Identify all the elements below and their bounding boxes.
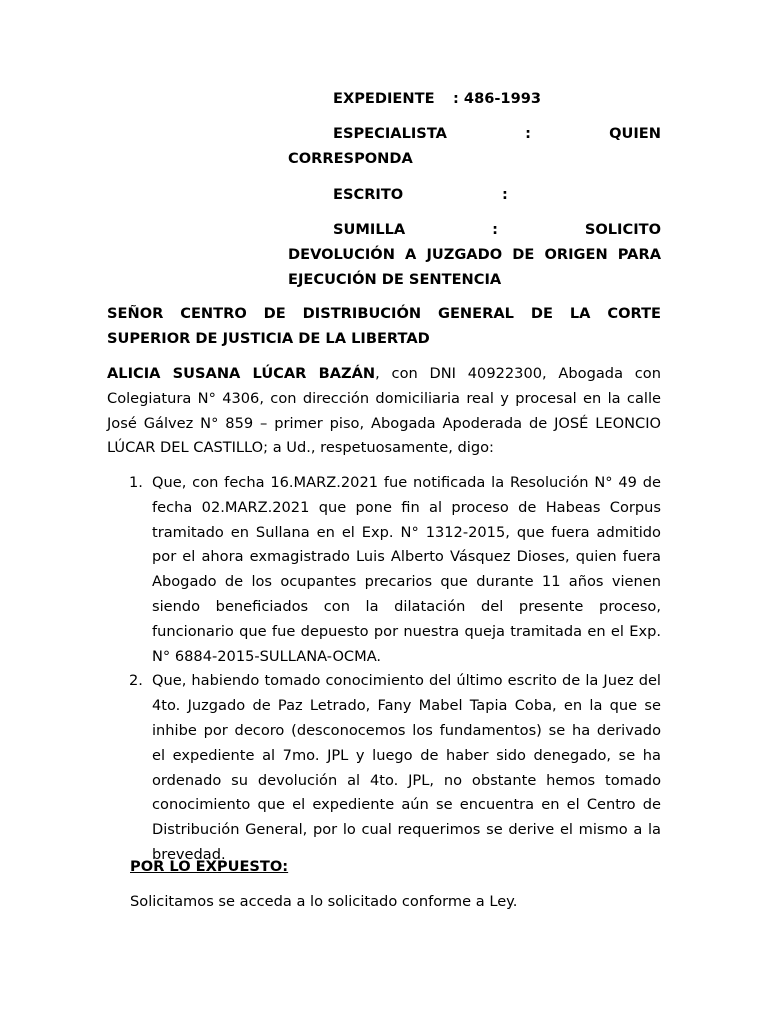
- expediente-value: : 486-1993: [453, 90, 542, 107]
- list-item: [107, 471, 661, 669]
- intro-text: , con DNI 40922300, Abogada con Colegiatura N° 4306, con dirección domiciliaria real y procesal en la calle José Gálvez N° 859 – primer piso, Abogada Apoderada de JOSÉ LEONCIO LÚCAR DEL CASTILLO; a Ud., respetuosamente, digo:: [107, 365, 661, 457]
- sumilla-label: SUMILLA: [333, 220, 406, 238]
- list-item-number: 2.: [129, 672, 143, 690]
- especialista-value-1: QUIEN: [609, 125, 661, 143]
- escrito-colon: :: [502, 185, 508, 203]
- list-item-text: Que, habiendo tomado conocimiento del último escrito de la Juez del 4to. Juzgado de Paz Letrado, Fany Mabel Tapia Coba, en la que se inhibe por decoro (desconocemos los fundamentos) se ha derivado el expediente al 7mo. JPL y luego de haber sido denegado, se ha ordenado su devolución al 4to. JPL, no obstante hemos tomado conocimiento que el expediente aún se encuentra en el Centro de Distribución General, por lo cual requerimos se derive el mismo a la brevedad.: [152, 672, 661, 863]
- list-item-number: 1.: [129, 474, 143, 491]
- expediente-label: EXPEDIENTE: [333, 90, 435, 107]
- sumilla-field: [288, 218, 661, 292]
- especialista-field: [288, 122, 661, 172]
- sumilla-colon: :: [492, 220, 498, 238]
- especialista-colon: :: [525, 125, 531, 143]
- escrito-field: [288, 183, 661, 208]
- especialista-value-2: CORRESPONDA: [288, 150, 413, 168]
- closing-statement: Solicitamos se acceda a lo solicitado conforme a Ley.: [130, 893, 518, 910]
- especialista-label: ESPECIALISTA: [333, 125, 447, 143]
- sumilla-value-1: SOLICITO: [584, 220, 661, 238]
- sumilla-value-2: DEVOLUCIÓN A JUZGADO DE ORIGEN PARA: [288, 245, 661, 263]
- por-lo-expuesto-heading: POR LO EXPUESTO:: [130, 858, 289, 875]
- intro-paragraph: [107, 362, 661, 461]
- expediente-field: [288, 87, 661, 112]
- petitioner-name: ALICIA SUSANA LÚCAR BAZÁN: [107, 365, 376, 382]
- numbered-list: [107, 471, 661, 868]
- addressee: SEÑOR CENTRO DE DISTRIBUCIÓN GENERAL DE LA CORTE SUPERIOR DE JUSTICIA DE LA LIBERTAD: [107, 305, 661, 347]
- list-item-text: Que, con fecha 16.MARZ.2021 fue notificada la Resolución N° 49 de fecha 02.MARZ.2021 que pone fin al proceso de Habeas Corpus tramitado en Sullana en el Exp. N° 1312-2015, que fuera admitido por el ahora exmagistrado Luis Alberto Vásquez Dioses, quien fuera Abogado de los ocupantes precarios que durante 11 años vienen siendo beneficiados con la dilatación del presente proceso, funcionario que fue depuesto por nuestra queja tramitada en el Exp. N° 6884-2015-SULLANA-OCMA.: [152, 474, 661, 665]
- sumilla-value-3: EJECUCIÓN DE SENTENCIA: [288, 270, 502, 288]
- list-item: [107, 669, 661, 867]
- escrito-label: ESCRITO: [333, 185, 404, 203]
- case-header: [288, 87, 661, 303]
